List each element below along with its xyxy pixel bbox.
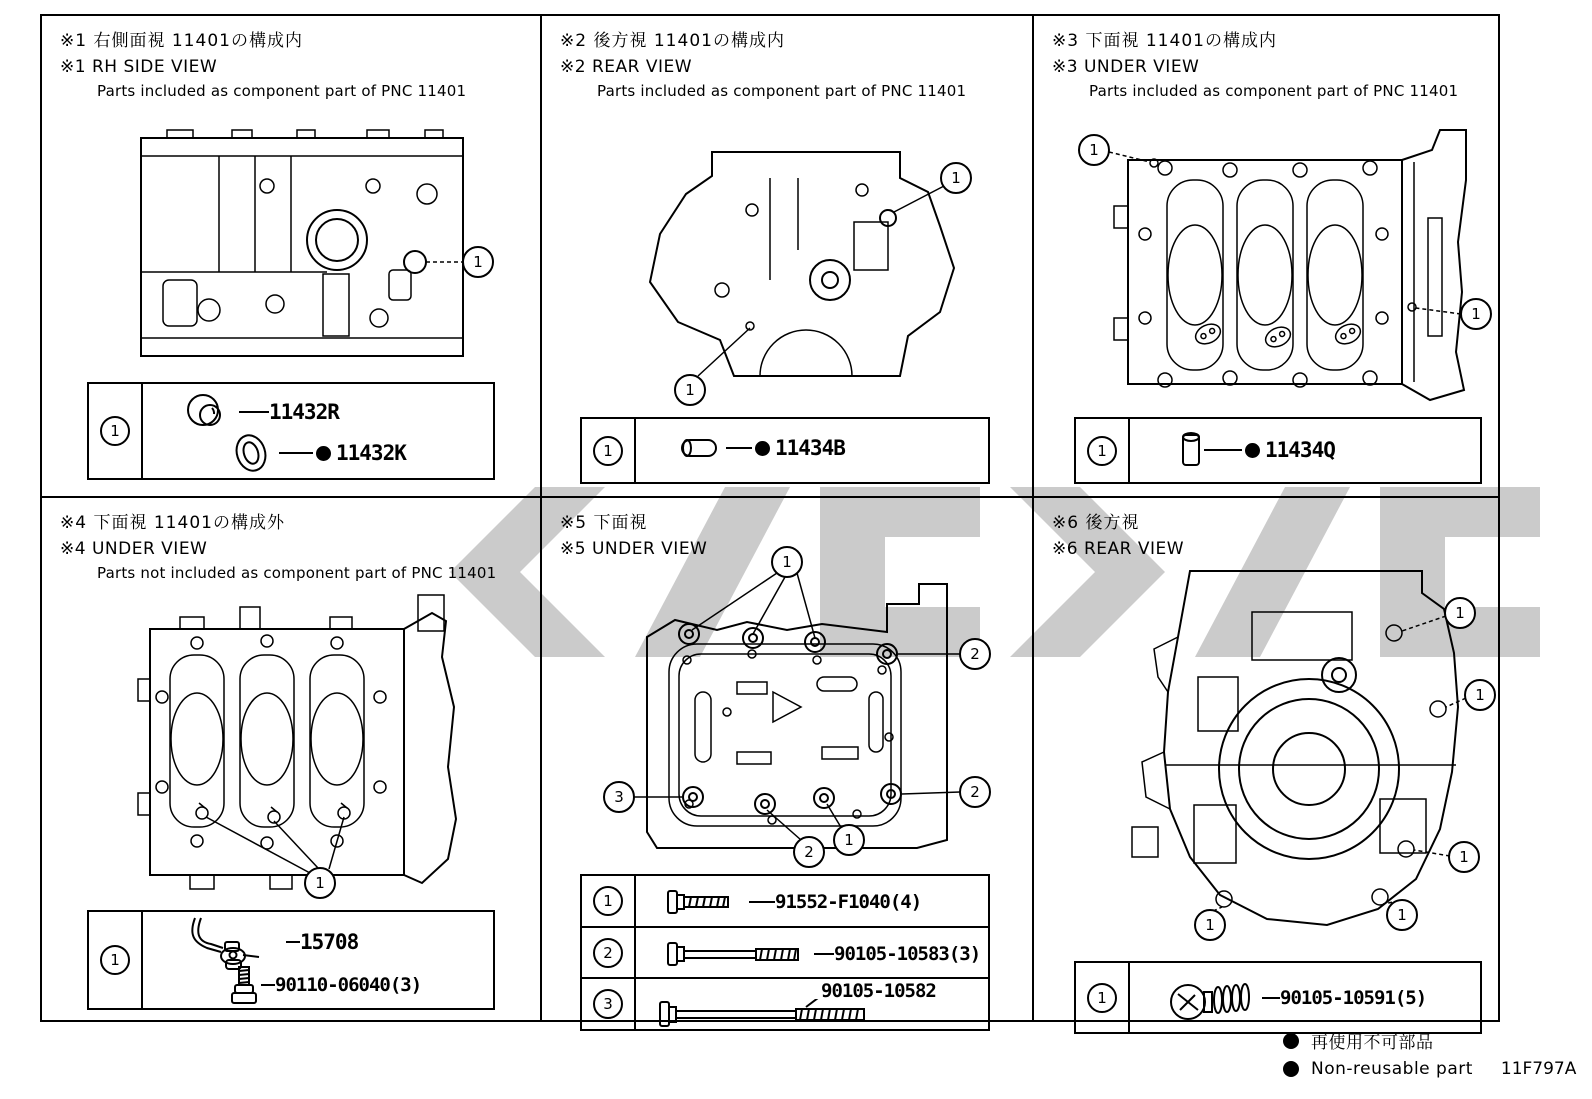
panel1-note: Parts included as component part of PNC 11401	[97, 82, 467, 100]
dowel-pin-part-icon	[676, 435, 726, 461]
panel6-title-en: ※6 REAR VIEW	[1052, 539, 1185, 559]
panel6-callout-4: 1	[1205, 916, 1215, 934]
panel5-callout-5: 2	[804, 843, 814, 861]
panel2-callout-2: 1	[685, 381, 695, 399]
legend-jp-text: 再使用不可部品	[1311, 1033, 1434, 1053]
panel4-note: Parts not included as component part of PNC 11401	[97, 564, 497, 582]
row-index-badge: 1	[1087, 436, 1117, 466]
panel3-note: Parts included as component part of PNC 11401	[1089, 82, 1459, 100]
part-number-label: 90105-10583(3)	[834, 942, 981, 965]
panel6-title-jp: ※6 後方視	[1052, 513, 1140, 533]
panel-rear-view-1	[542, 16, 1032, 496]
dowel-pin-part-icon	[1178, 429, 1204, 471]
panel2-title-jp: ※2 後方視 11401の構成内	[560, 31, 785, 51]
bolt-part-icon	[227, 964, 261, 1006]
panel6-callout-5: 1	[1397, 906, 1407, 924]
part-number-label: 11432K	[336, 441, 406, 465]
panel1-title-en: ※1 RH SIDE VIEW	[60, 57, 218, 77]
panel6-engine-rear-drawing	[1102, 557, 1497, 947]
panel6-parts-table	[1074, 961, 1482, 1034]
non-reusable-dot	[1283, 1061, 1299, 1077]
part-number-label: 90105-10582	[821, 980, 936, 1003]
row-index-badge: 1	[593, 886, 623, 916]
part-number-label: 11432R	[269, 400, 339, 424]
bolt-part-icon	[664, 938, 814, 970]
table-row	[582, 926, 988, 978]
non-reusable-dot	[1245, 443, 1260, 458]
panel4-callout-1: 1	[315, 874, 325, 892]
panel-rear-view-2	[1034, 498, 1502, 1022]
panel5-title-jp: ※5 下面視	[560, 513, 648, 533]
panel6-header	[1052, 508, 1184, 559]
panel1-title-jp: ※1 右側面視 11401の構成内	[60, 31, 303, 51]
panel2-parts-table	[580, 417, 990, 484]
plug-part-icon	[183, 390, 239, 434]
bolt-part-icon	[664, 886, 749, 918]
legend-en-text: Non-reusable part	[1311, 1059, 1473, 1079]
legend-row-en	[1283, 1059, 1576, 1079]
panel5-oilpan-under-drawing	[587, 542, 997, 872]
panel1-parts-table	[87, 382, 495, 480]
panel5-title-en: ※5 UNDER VIEW	[560, 539, 708, 559]
table-row	[1076, 963, 1480, 1032]
panel1-engine-side-drawing	[127, 122, 497, 372]
panel3-callout-2: 1	[1471, 305, 1481, 323]
part-number-label: 91552-F1040(4)	[775, 891, 922, 913]
panel4-header	[60, 508, 496, 582]
table-row	[582, 977, 988, 1029]
panel5-header	[560, 508, 707, 559]
panel5-callout-6: 1	[844, 831, 854, 849]
panel3-callout-1: 1	[1089, 141, 1099, 159]
row-index-badge: 1	[100, 945, 130, 975]
row-index-badge: 1	[100, 416, 130, 446]
panel2-title-en: ※2 REAR VIEW	[560, 57, 693, 77]
panel6-callout-1: 1	[1455, 604, 1465, 622]
panel-under-view-1	[1034, 16, 1502, 496]
panel5-callout-1: 1	[782, 553, 792, 571]
panel5-callout-3: 2	[970, 783, 980, 801]
panel2-callout-1: 1	[951, 169, 961, 187]
table-row	[582, 419, 988, 482]
bolt-part-icon	[656, 999, 886, 1029]
panel1-header	[60, 26, 466, 100]
seal-part-icon	[227, 430, 279, 476]
row-index-badge: 2	[593, 938, 623, 968]
panel6-callout-2: 1	[1475, 686, 1485, 704]
panel4-parts-table	[87, 910, 495, 1010]
bolt-part-icon	[1166, 970, 1262, 1026]
panel4-title-jp: ※4 下面視 11401の構成外	[60, 513, 285, 533]
row-index-badge: 1	[593, 436, 623, 466]
table-row	[89, 912, 493, 1008]
panel5-callout-4: 3	[614, 788, 624, 806]
table-row	[1076, 419, 1480, 482]
panel-under-view-2	[42, 498, 540, 1022]
non-reusable-dot	[755, 441, 770, 456]
legend-row-jp	[1283, 1028, 1576, 1053]
panel4-engine-under-drawing	[122, 587, 492, 902]
panel2-note: Parts included as component part of PNC 11401	[597, 82, 967, 100]
panel6-callout-3: 1	[1459, 848, 1469, 866]
non-reusable-dot	[316, 446, 331, 461]
table-row	[89, 384, 493, 478]
panel3-parts-table	[1074, 417, 1482, 484]
legend	[1283, 1028, 1576, 1085]
row-index-badge: 3	[593, 989, 623, 1019]
non-reusable-dot	[1283, 1033, 1299, 1049]
row-index-badge: 1	[1087, 983, 1117, 1013]
panel-rh-side-view	[42, 16, 540, 496]
part-number-label: 11434B	[775, 436, 845, 460]
part-number-label: 90105-10591(5)	[1280, 987, 1427, 1009]
panel3-header	[1052, 26, 1458, 100]
oil-nozzle-part-icon	[181, 914, 286, 970]
panel4-title-en: ※4 UNDER VIEW	[60, 539, 208, 559]
part-number-label: 15708	[300, 930, 359, 954]
drawing-code: 11F797A	[1500, 1059, 1577, 1079]
panel3-title-jp: ※3 下面視 11401の構成内	[1052, 31, 1277, 51]
table-row	[582, 876, 988, 926]
panel5-parts-table	[580, 874, 990, 1031]
panel3-engine-under-drawing	[1070, 122, 1498, 412]
part-number-label: 90110-06040(3)	[275, 974, 422, 996]
panel1-callout-1: 1	[473, 253, 483, 271]
panel5-callout-2: 2	[970, 645, 980, 663]
panel2-header	[560, 26, 966, 100]
panel3-title-en: ※3 UNDER VIEW	[1052, 57, 1200, 77]
panel2-engine-rear-drawing	[602, 130, 1002, 410]
diagram-frame	[40, 14, 1500, 1022]
part-number-label: 11434Q	[1265, 438, 1335, 462]
panel-under-view-3	[542, 498, 1032, 1022]
